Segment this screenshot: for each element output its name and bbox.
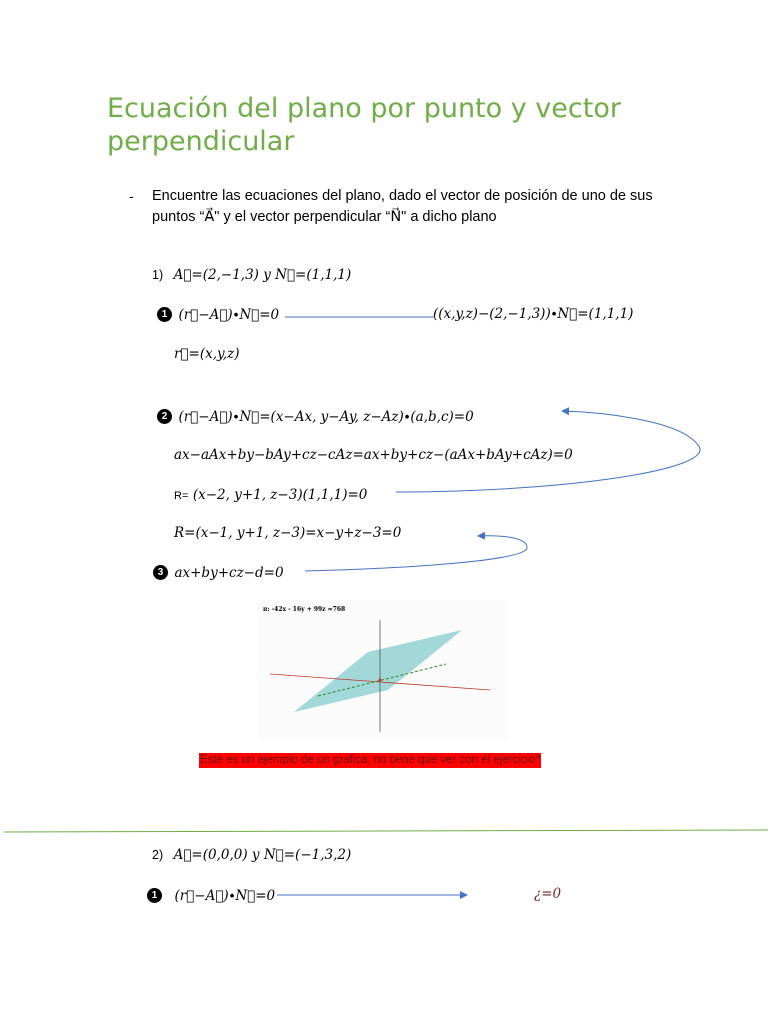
ex2-step-1-badge: 1 — [147, 888, 162, 903]
page-title: Ecuación del plano por punto y vector perpendicular — [107, 93, 621, 157]
bullet-marker: - — [129, 188, 134, 204]
exercise-1-number: 1) — [152, 268, 164, 282]
step-1-result: ((x,y,z)−(2,−1,3))∙N⃗=(1,1,1) — [433, 306, 634, 322]
expansion-formula: ax−aAx+by−bAy+cz−cAz=ax+by+cz−(aAx+bAy+cAz)=0 — [174, 447, 573, 463]
arrow-curve-r — [396, 411, 700, 492]
r-line-2: R=(x−1, y+1, z−3)=x−y+z−3=0 — [174, 525, 402, 541]
origin-point — [379, 679, 382, 682]
plane-surface — [294, 630, 462, 712]
arrow-curve-step-3 — [305, 536, 527, 571]
step-2-badge: 2 — [157, 409, 172, 424]
exercise-2 — [152, 846, 351, 864]
step-3-badge: 3 — [153, 565, 168, 580]
graph-canvas — [258, 600, 508, 740]
instruction-text: Encuentre las ecuaciones del plano, dado el vector de posición de uno de sus puntos “A⃗" y el vector perpendicular “N⃗" a dicho plano — [152, 188, 653, 225]
section-divider — [4, 830, 768, 832]
step-1-badge: 1 — [157, 307, 172, 322]
step-2-formula: (r⃗−A⃗)∙N⃗=(x−Ax, y−Ay, z−Az)∙(a,b,c)=0 — [178, 409, 474, 425]
exercise-2-given: A⃗=(0,0,0) y N⃗=(−1,3,2) — [173, 847, 352, 863]
graph-label: π: -42x - 16y + 99z =768 — [263, 606, 346, 613]
step-3-formula: ax+by+cz−d=0 — [174, 565, 284, 581]
step-1-formula: (r⃗−A⃗)∙N⃗=0 — [178, 307, 280, 323]
plane-graph — [258, 600, 508, 740]
r-line-1-formula: (x−2, y+1, z−3)(1,1,1)=0 — [192, 487, 368, 503]
exercise-2-step-1 — [147, 887, 275, 905]
graph-caption: Este es un ejemplo de un grafica, no tiene que ver con el ejercicio* — [200, 754, 541, 766]
ex2-step-1-result: ¿=0 — [534, 886, 562, 902]
r-definition: r⃗=(x,y,z) — [174, 346, 240, 362]
r-prefix: R= — [174, 490, 189, 502]
exercise-2-number: 2) — [152, 848, 164, 862]
exercise-1-given: A⃗=(2,−1,3) y N⃗=(1,1,1) — [173, 267, 352, 283]
ex2-step-1-formula: (r⃗−A⃗)∙N⃗=0 — [174, 888, 276, 904]
